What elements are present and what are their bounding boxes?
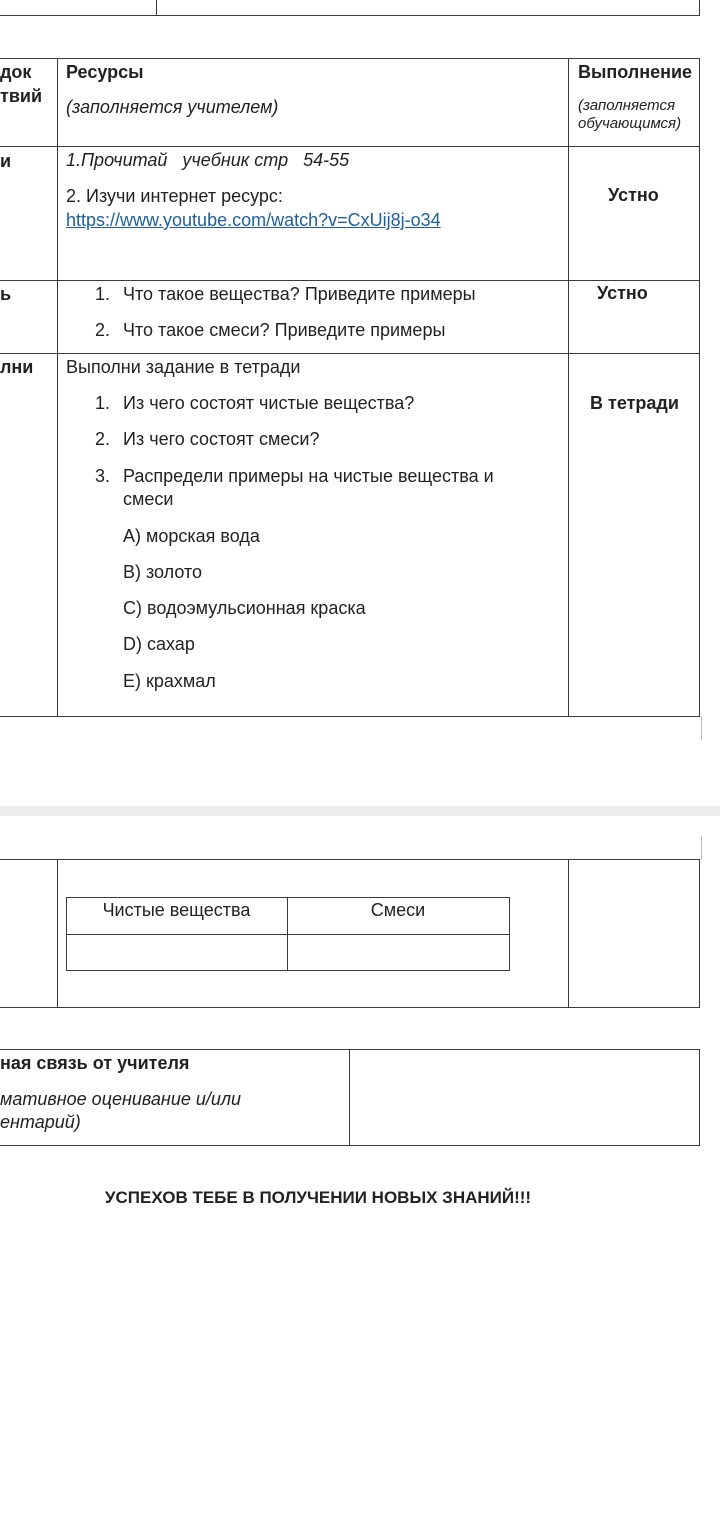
lesson-table — [0, 0, 720, 720]
row3-item-1-num: 1. — [95, 393, 111, 413]
row2-item-1-num: 1. — [95, 284, 111, 304]
header-col1-line2: твий — [0, 86, 43, 106]
option-a: A) морская вода — [123, 526, 260, 546]
feedback-title: ная связь от учителя — [0, 1053, 190, 1073]
execution-title: Выполнение — [578, 62, 693, 82]
row2-execution: Устно — [597, 283, 648, 303]
row2-item-2-num: 2. — [95, 320, 111, 340]
sorting-cell-pure-input[interactable] — [67, 935, 286, 969]
row3-intro: Выполни задание в тетради — [66, 357, 301, 377]
row3-left-fragment: лни — [0, 357, 34, 377]
row2-left-fragment: ь — [0, 284, 12, 304]
success-message: УСПЕХОВ ТЕБЕ В ПОЛУЧЕНИИ НОВЫХ ЗНАНИЙ!!! — [104, 1188, 532, 1207]
row1-execution: Устно — [608, 185, 659, 205]
option-b: B) золото — [123, 562, 203, 582]
feedback-note-line2: ентарий) — [0, 1112, 81, 1132]
option-d: D) сахар — [123, 634, 195, 654]
sorting-table — [66, 897, 510, 971]
feedback-note-line1: мативное оценивание и/или — [0, 1089, 242, 1109]
row3-item-3-text-line1: Распредели примеры на чистые вещества и — [123, 466, 494, 486]
page-break — [0, 806, 720, 816]
feedback-comment-cell[interactable] — [350, 1050, 699, 1145]
sorting-header-pure: Чистые вещества — [102, 900, 251, 920]
sorting-header-mixtures: Смеси — [370, 900, 426, 920]
row3-item-1-text: Из чего состоят чистые вещества? — [123, 393, 415, 413]
row2-item-2-text: Что такое смеси? Приведите примеры — [123, 320, 446, 340]
youtube-link[interactable]: https://www.youtube.com/watch?v=CxUij8j-o34 — [66, 210, 441, 230]
row3-item-2-text: Из чего состоят смеси? — [123, 429, 320, 449]
option-e: E) крахмал — [123, 671, 216, 691]
row3-item-3-text-line2: смеси — [123, 489, 174, 509]
resources-title: Ресурсы — [66, 62, 144, 82]
row3-item-3-num: 3. — [95, 466, 111, 486]
header-col1-line1: док — [0, 62, 32, 82]
read-textbook-text: 1.Прочитай учебник стр 54-55 — [66, 150, 350, 170]
row1-left-fragment: и — [0, 151, 12, 171]
row3-item-2-num: 2. — [95, 429, 111, 449]
study-resource-text: 2. Изучи интернет ресурс: — [66, 186, 283, 206]
execution-note-line2: обучающимся) — [578, 115, 682, 132]
row3-execution: В тетради — [590, 393, 679, 413]
option-c: C) водоэмульсионная краска — [123, 598, 366, 618]
execution-note-line1: (заполняется — [578, 97, 675, 114]
sorting-cell-mixtures-input[interactable] — [288, 935, 508, 969]
resources-note: (заполняется учителем) — [66, 97, 279, 117]
row2-item-1-text: Что такое вещества? Приведите примеры — [123, 284, 476, 304]
